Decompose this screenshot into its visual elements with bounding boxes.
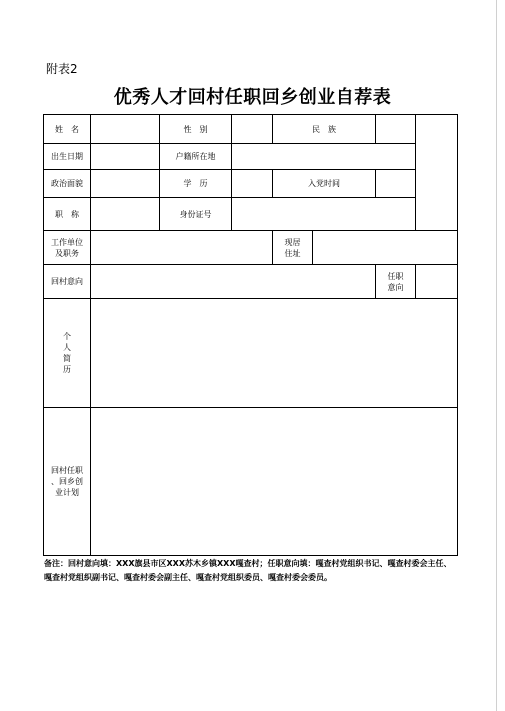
gender-field[interactable] — [232, 115, 273, 144]
plan-field[interactable] — [91, 408, 458, 556]
professional-title-field[interactable] — [91, 198, 160, 231]
residence-label — [273, 231, 313, 265]
workplace-field[interactable] — [91, 231, 273, 265]
position-intent-label-line1: 任职 — [387, 271, 404, 281]
footnote: 备注：回村意向填：XXX旗县市区XXX苏木乡镇XXX嘎查村；任职意向填：嘎查村党组织书记、嘎查村委会主任、嘎查村党组织副书记、嘎查村委会副主任、嘎查村党组织委员、嘎查村委会委员。 — [44, 559, 452, 582]
workplace-label-line1: 工作单位 — [51, 237, 83, 247]
name-label: 姓 名 — [44, 115, 91, 144]
residence-label-line2: 住址 — [284, 248, 301, 258]
position-intent-label — [376, 265, 416, 299]
birth-date-label: 出生日期 — [44, 144, 91, 170]
resume-field[interactable] — [91, 299, 458, 408]
position-intent-label-line2: 意向 — [387, 282, 404, 292]
ethnicity-field[interactable] — [376, 115, 416, 144]
form-title: 优秀人才回村任职回乡创业自荐表 — [113, 87, 392, 108]
residence-field[interactable] — [313, 231, 458, 265]
education-label: 学 历 — [160, 170, 232, 198]
resume-label — [44, 299, 91, 408]
birth-date-field[interactable] — [91, 144, 160, 170]
resume-label-char: 简 — [63, 354, 71, 363]
resume-label-char: 历 — [63, 365, 71, 374]
name-field[interactable] — [91, 115, 160, 144]
photo-box[interactable] — [416, 115, 458, 231]
resume-label-char: 人 — [63, 343, 71, 352]
plan-label-line2: 、回乡创 — [51, 477, 83, 486]
position-intent-field[interactable] — [416, 265, 458, 299]
political-status-label: 政治面貌 — [44, 170, 91, 198]
return-village-label: 回村意向 — [44, 265, 91, 299]
plan-label — [44, 408, 91, 556]
political-status-field[interactable] — [91, 170, 160, 198]
id-number-label: 身份证号 — [160, 198, 232, 231]
resume-label-char: 个 — [63, 332, 71, 341]
return-village-field[interactable] — [91, 265, 376, 299]
professional-title-label: 职 称 — [44, 198, 91, 231]
annex-label: 附表2 — [46, 62, 78, 76]
id-number-field[interactable] — [232, 198, 416, 231]
gender-label: 性 别 — [160, 115, 232, 144]
workplace-label — [44, 231, 91, 265]
application-form-table — [43, 114, 458, 556]
plan-label-line3: 业计划 — [55, 488, 79, 497]
hukou-label: 户籍所在地 — [160, 144, 232, 170]
plan-label-line1: 回村任职 — [51, 466, 83, 475]
hukou-field[interactable] — [232, 144, 416, 170]
education-field[interactable] — [232, 170, 273, 198]
party-join-date-label: 入党时间 — [273, 170, 376, 198]
party-join-date-field[interactable] — [376, 170, 416, 198]
ethnicity-label: 民 族 — [273, 115, 376, 144]
workplace-label-line2: 及职务 — [55, 248, 79, 258]
residence-label-line1: 现居 — [284, 237, 301, 247]
